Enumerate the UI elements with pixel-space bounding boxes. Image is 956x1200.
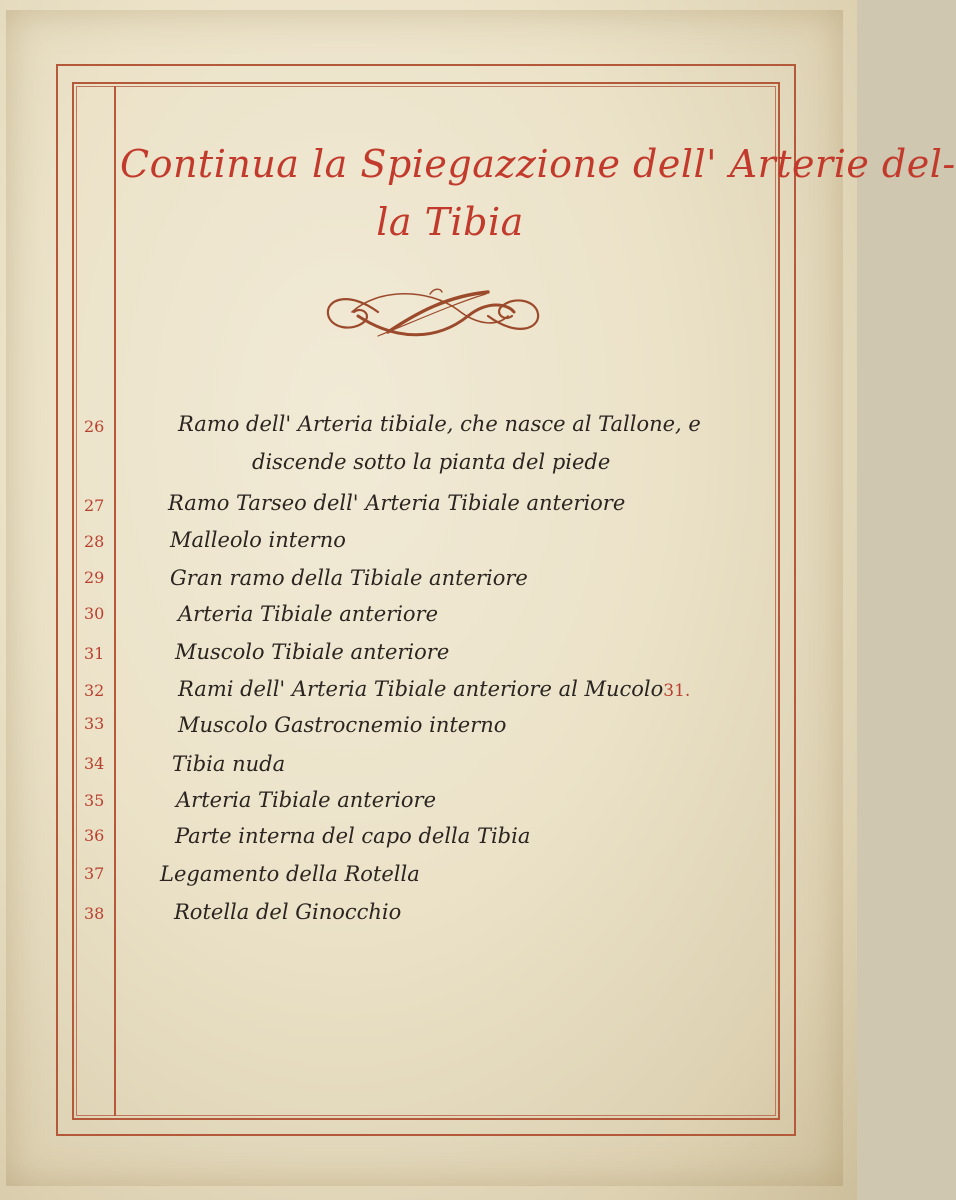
entry-number: 33 [84,714,105,733]
page-title-line-2: la Tibia [376,200,524,244]
entry-text [178,677,690,701]
calligraphic-flourish-icon [318,282,548,346]
entry-label: Legamento della Rotella [160,862,420,886]
entry-label: Rami dell' Arteria Tibiale anteriore al Mucolo [178,677,664,701]
entry-number: 35 [84,791,105,810]
entry-label: Ramo dell' Arteria tibiale, che nasce al Tallone, e [178,412,701,436]
entry-number: 38 [84,904,105,923]
entry-text [175,824,530,848]
entry-label: Arteria Tibiale anteriore [176,788,437,812]
entry-number: 32 [84,681,105,700]
page-title-line-1: Continua la Spiegazzione dell' Arterie del- [120,142,956,186]
entry-label: Ramo Tarseo dell' Arteria Tibiale anteriore [168,491,626,515]
entry-label: Muscolo Tibiale anteriore [175,640,450,664]
entry-number: 30 [84,604,105,623]
entry-number: 26 [84,417,105,436]
entry-label: Gran ramo della Tibiale anteriore [170,566,528,590]
entry-text [174,900,401,924]
entry-label: Malleolo interno [170,528,346,552]
margin-rule [114,86,116,1116]
entry-number: 36 [84,826,105,845]
entry-text [170,528,346,552]
entry-text [178,602,438,626]
entry-label: Parte interna del capo della Tibia [175,824,531,848]
entry-label: Arteria Tibiale anteriore [178,602,439,626]
entry-label: Rotella del Ginocchio [174,900,402,924]
entry-text [178,713,506,737]
entry-number: 28 [84,532,105,551]
entry-text [168,491,625,515]
entry-reference-number: 31. [663,681,691,701]
entry-text [175,640,449,664]
entry-text [160,862,420,886]
entry-text [178,412,701,436]
entry-label: Muscolo Gastrocnemio interno [178,713,507,737]
entry-text [176,788,436,812]
entry-number: 37 [84,864,105,883]
entry-number: 34 [84,754,105,773]
entry-text [172,752,285,776]
entry-label: Tibia nuda [172,752,286,776]
entry-continuation: discende sotto la pianta del piede [252,450,611,474]
entry-text [170,566,528,590]
entry-number: 29 [84,568,105,587]
entry-number: 31 [84,644,105,663]
entry-number: 27 [84,496,105,515]
